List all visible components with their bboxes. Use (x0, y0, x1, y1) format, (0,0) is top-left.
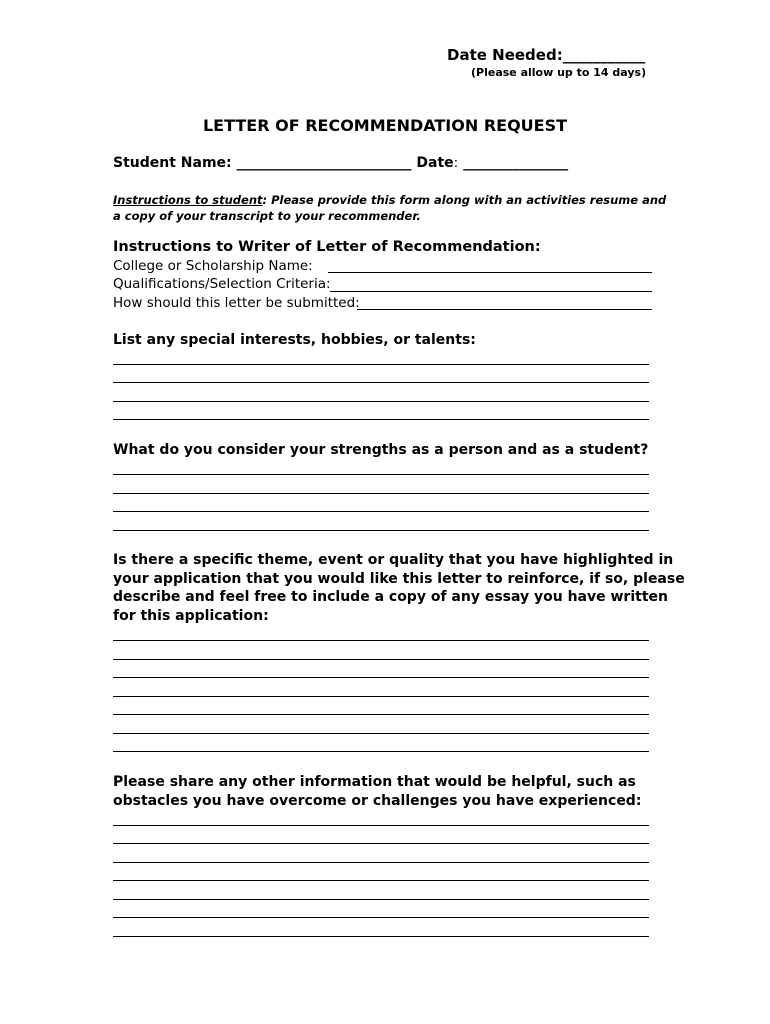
question-other-1: Please share any other information that would be helpful, such as (113, 774, 636, 790)
page-title: LETTER OF RECOMMENDATION REQUEST (202, 116, 568, 135)
answer-line[interactable] (113, 659, 649, 660)
answer-line[interactable] (113, 401, 649, 402)
answer-line[interactable] (113, 511, 649, 512)
question-other-2: obstacles you have overcome or challenges you have experienced: (113, 793, 642, 809)
student-row (113, 155, 568, 171)
question-strengths: What do you consider your strengths as a person and as a student? (113, 442, 649, 458)
question-theme-4: for this application: (113, 608, 269, 624)
answer-line[interactable] (113, 419, 649, 420)
date-blank[interactable]: _______________ (463, 155, 569, 171)
date-needed-field[interactable] (447, 46, 645, 64)
answer-line[interactable] (113, 733, 649, 734)
question-theme-2: your application that you would like this letter to reinforce, if so, please (113, 571, 685, 587)
date-label: Date (416, 155, 454, 171)
answer-line[interactable] (113, 677, 649, 678)
answer-line[interactable] (113, 714, 649, 715)
submit-label: How should this letter be submitted: (113, 295, 360, 311)
qual-field (113, 276, 331, 292)
date-needed-blank[interactable]: ___________ (562, 46, 646, 64)
college-blank[interactable] (328, 272, 652, 273)
answer-line[interactable] (113, 751, 649, 752)
date-colon: : (453, 155, 459, 171)
student-name-label: Student Name: (113, 155, 232, 171)
instructions-student-text-2: a copy of your transcript to your recommender. (113, 209, 421, 223)
answer-line[interactable] (113, 382, 649, 383)
answer-line[interactable] (113, 364, 649, 365)
answer-line[interactable] (113, 862, 649, 863)
answer-line[interactable] (113, 843, 649, 844)
question-theme-1: Is there a specific theme, event or quality that you have highlighted in (113, 552, 674, 568)
instructions-student-text: : Please provide this form along with an activities resume and (262, 193, 667, 207)
allow-note: (Please allow up to 14 days) (471, 66, 647, 79)
answer-line[interactable] (113, 696, 649, 697)
qual-label: Qualifications/Selection Criteria: (113, 276, 331, 292)
student-name-blank[interactable]: _________________________ (236, 155, 412, 171)
answer-line[interactable] (113, 825, 649, 826)
answer-line[interactable] (113, 936, 649, 937)
date-needed-label: Date Needed: (447, 46, 563, 64)
answer-line[interactable] (113, 493, 649, 494)
writer-heading: Instructions to Writer of Letter of Recommendation: (113, 239, 541, 255)
question-interests: List any special interests, hobbies, or talents: (113, 332, 476, 348)
qual-blank[interactable] (330, 291, 652, 292)
college-label: College or Scholarship Name: (113, 258, 313, 274)
answer-line[interactable] (113, 917, 649, 918)
instructions-student-label: Instructions to student (113, 193, 263, 207)
answer-line[interactable] (113, 899, 649, 900)
answer-line[interactable] (113, 530, 649, 531)
submit-field (113, 295, 360, 311)
college-field (113, 258, 313, 274)
answer-line[interactable] (113, 640, 649, 641)
answer-line[interactable] (113, 880, 649, 881)
question-theme-3: describe and feel free to include a copy of any essay you have written (113, 589, 668, 605)
submit-blank[interactable] (357, 309, 652, 310)
instructions-student (113, 193, 666, 207)
answer-line[interactable] (113, 474, 649, 475)
